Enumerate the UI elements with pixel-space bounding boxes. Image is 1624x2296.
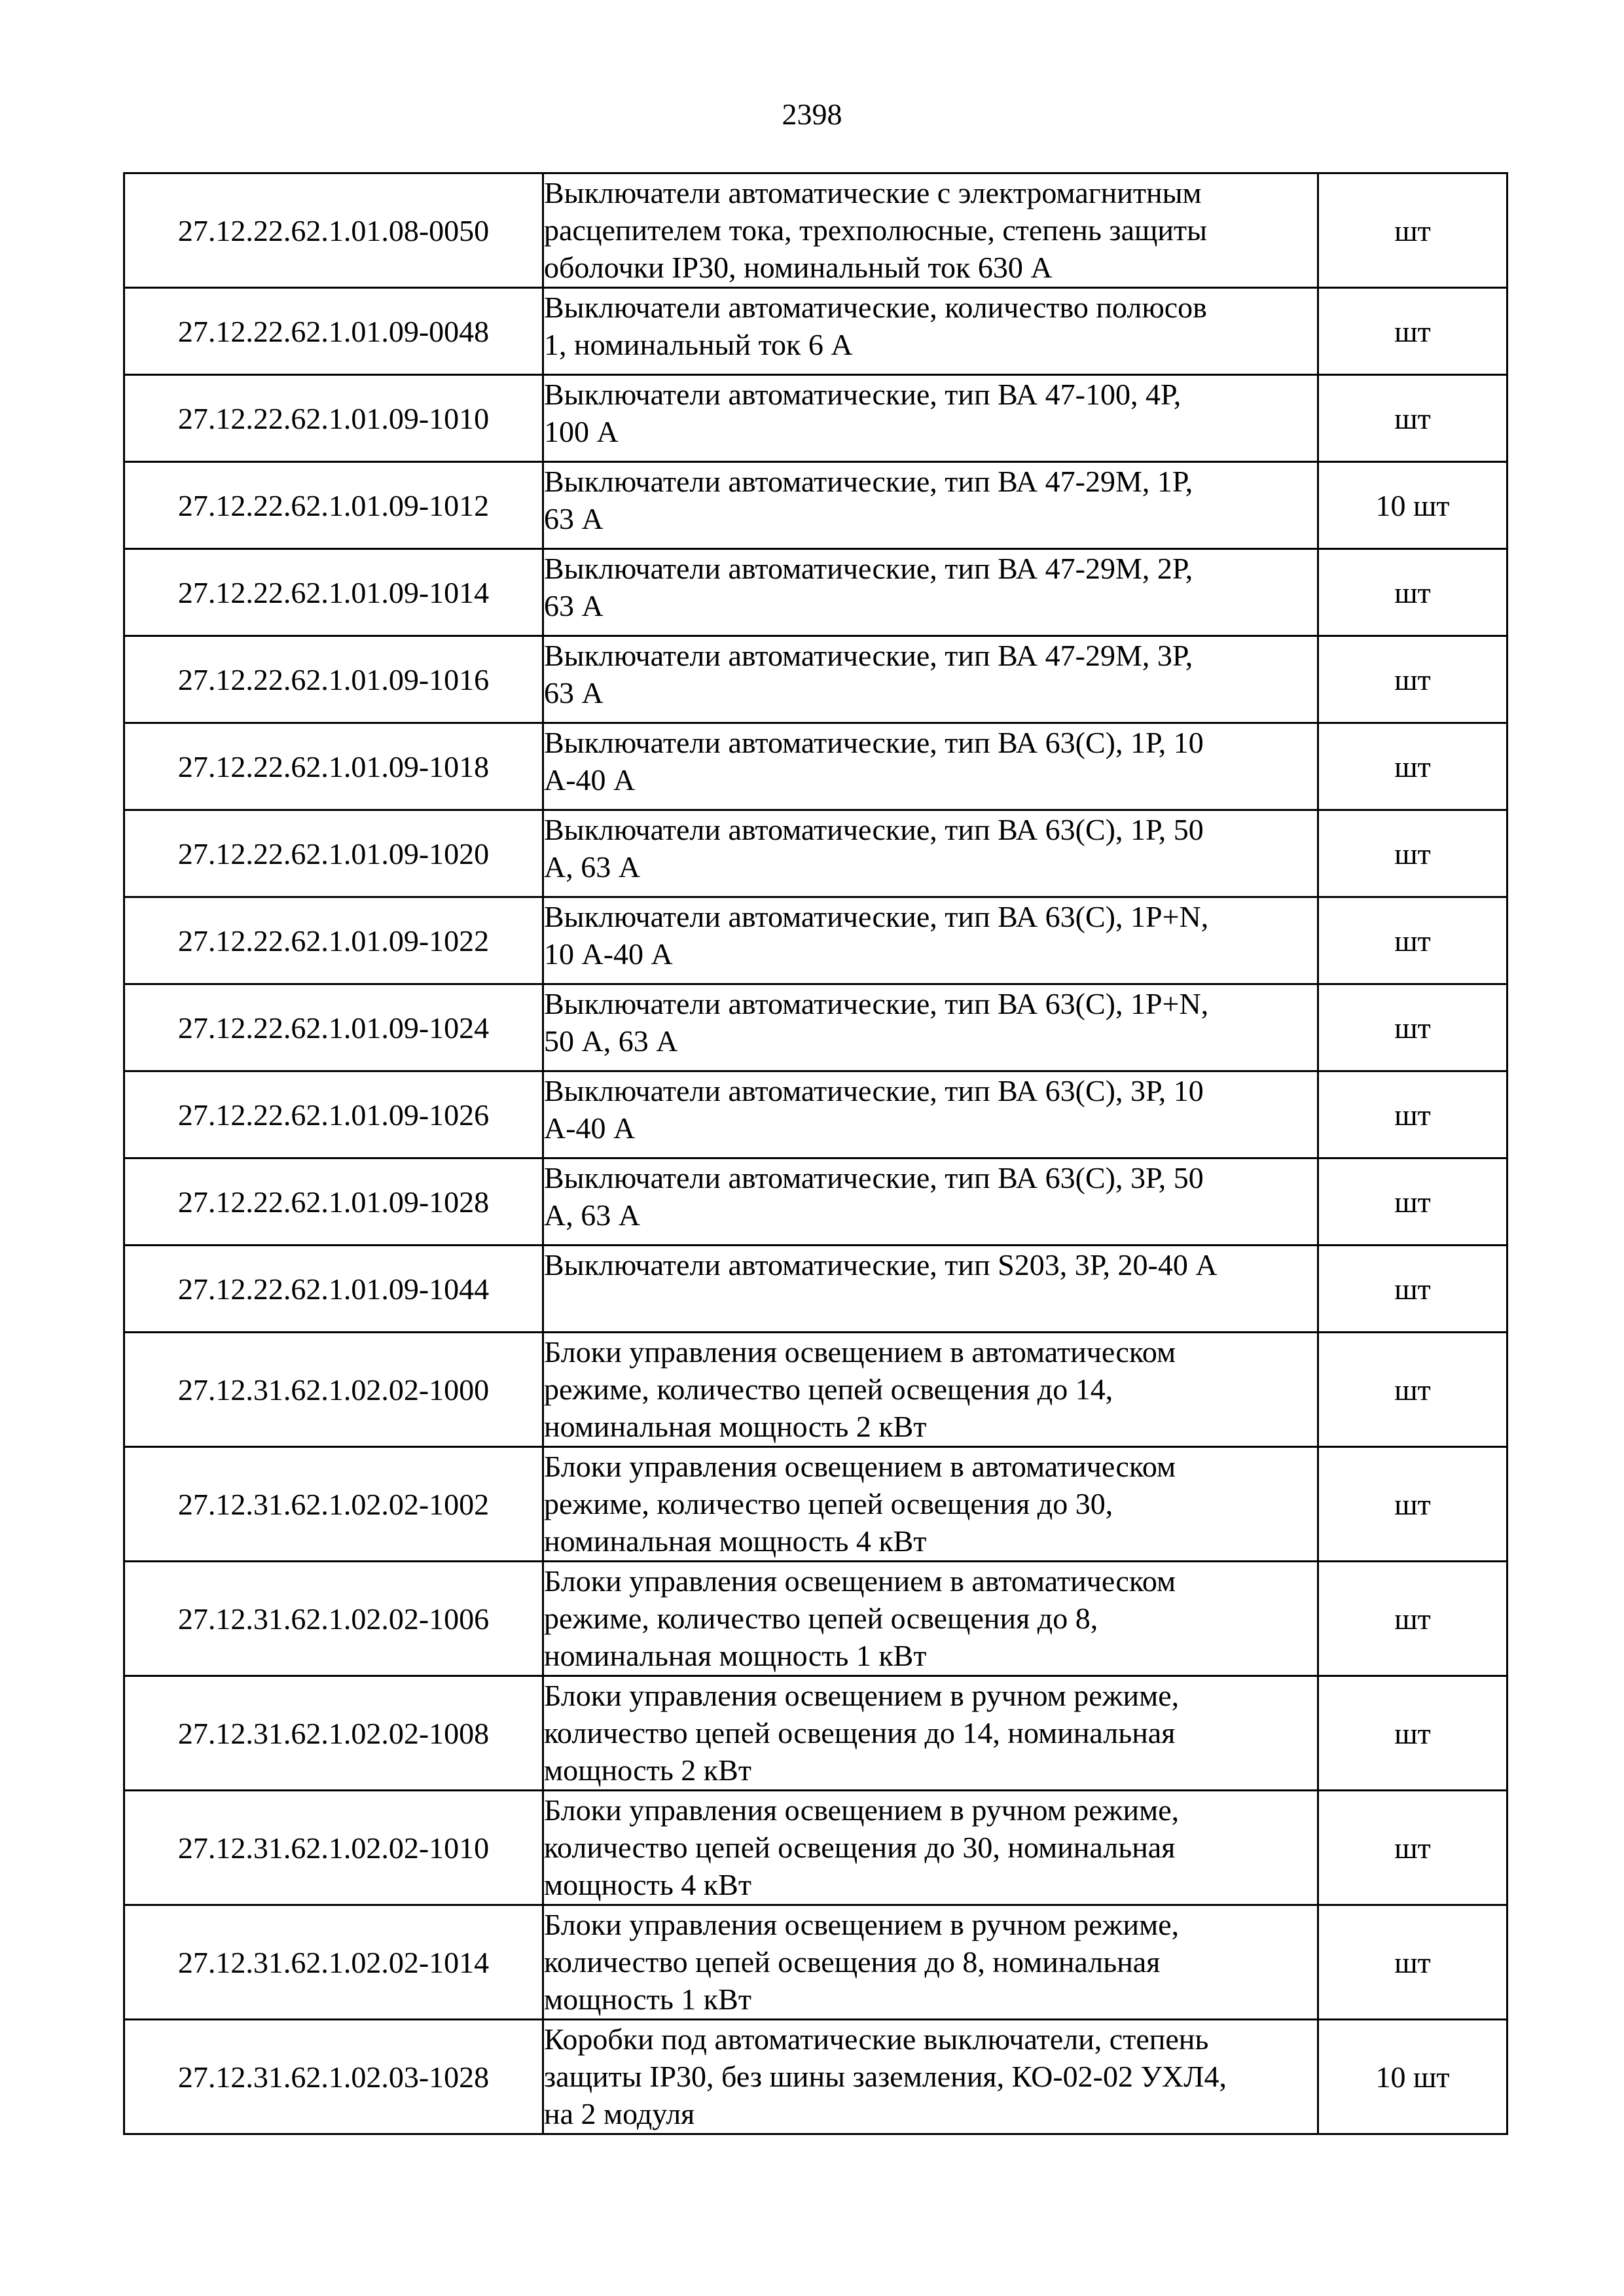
unit-of-measure: шт (1318, 1447, 1507, 1562)
unit-of-measure: шт (1318, 375, 1507, 462)
description-line: номинальная мощность 2 кВт (544, 1410, 927, 1443)
description-line: расцепителем тока, трехполюсные, степень защиты (544, 213, 1208, 247)
table-row (124, 1791, 1507, 1905)
description-line: количество цепей освещения до 30, номинальная (544, 1831, 1176, 1864)
table-row (124, 897, 1507, 984)
resource-code: 27.12.22.62.1.01.09-1022 (124, 897, 543, 984)
description-line: количество цепей освещения до 8, номинальная (544, 1945, 1161, 1979)
description-line: Блоки управления освещением в автоматическом (544, 1335, 1176, 1369)
table-row (124, 984, 1507, 1071)
unit-of-measure: 10 шт (1318, 2020, 1507, 2134)
description-line: 63 А (544, 589, 604, 622)
unit-of-measure: шт (1318, 897, 1507, 984)
resource-code: 27.12.22.62.1.01.09-1028 (124, 1158, 543, 1246)
table-row (124, 1447, 1507, 1562)
table-row (124, 288, 1507, 375)
description-line: Выключатели автоматические, тип ВА 63(С), 1Р+N, (544, 987, 1209, 1020)
resource-code: 27.12.31.62.1.02.02-1006 (124, 1562, 543, 1676)
table-row (124, 375, 1507, 462)
unit-of-measure: шт (1318, 1905, 1507, 2020)
resource-code: 27.12.22.62.1.01.09-1024 (124, 984, 543, 1071)
table-row (124, 1676, 1507, 1791)
table-row (124, 1158, 1507, 1246)
resource-code: 27.12.22.62.1.01.08-0050 (124, 173, 543, 288)
resource-code: 27.12.31.62.1.02.02-1008 (124, 1676, 543, 1791)
resource-description (543, 462, 1318, 549)
table-row (124, 1246, 1507, 1333)
description-line: 63 А (544, 676, 604, 709)
description-line: 63 А (544, 502, 604, 535)
table-row (124, 1562, 1507, 1676)
table-row (124, 462, 1507, 549)
description-line: 50 А, 63 А (544, 1024, 678, 1058)
table-row (124, 810, 1507, 897)
resource-description (543, 1676, 1318, 1791)
unit-of-measure: шт (1318, 288, 1507, 375)
description-line: Выключатели автоматические, тип ВА 47-100, 4Р, (544, 378, 1182, 411)
resource-code: 27.12.22.62.1.01.09-1016 (124, 636, 543, 723)
resource-code: 27.12.22.62.1.01.09-1018 (124, 723, 543, 810)
resource-description (543, 810, 1318, 897)
table-body (124, 173, 1507, 2134)
resource-code: 27.12.22.62.1.01.09-1044 (124, 1246, 543, 1333)
description-line: 100 А (544, 415, 619, 448)
description-line: режиме, количество цепей освещения до 30, (544, 1487, 1113, 1520)
unit-of-measure: шт (1318, 1791, 1507, 1905)
description-line: Выключатели автоматические, тип ВА 47-29М, 2Р, (544, 552, 1193, 585)
description-line: Коробки под автоматические выключатели, степень (544, 2022, 1209, 2056)
description-line: Выключатели автоматические, тип ВА 63(С), 1Р, 50 (544, 813, 1204, 846)
unit-of-measure: шт (1318, 1676, 1507, 1791)
table-row (124, 173, 1507, 288)
resource-code: 27.12.22.62.1.01.09-1012 (124, 462, 543, 549)
description-line: 1, номинальный ток 6 А (544, 328, 853, 361)
description-line: Выключатели автоматические, тип ВА 47-29М, 3Р, (544, 639, 1193, 672)
table-row (124, 1071, 1507, 1158)
description-line: количество цепей освещения до 14, номинальная (544, 1716, 1176, 1749)
description-line: Выключатели автоматические, тип ВА 47-29М, 1Р, (544, 465, 1193, 498)
description-line: Блоки управления освещением в автоматическом (544, 1450, 1176, 1483)
description-line: Выключатели автоматические, тип ВА 63(С), 3Р, 50 (544, 1161, 1204, 1194)
description-line: Блоки управления освещением в ручном режиме, (544, 1793, 1180, 1827)
description-line: А, 63 А (544, 850, 640, 884)
resource-description (543, 1447, 1318, 1562)
resource-description (543, 2020, 1318, 2134)
description-line: Выключатели автоматические, тип ВА 63(С), 1Р, 10 (544, 726, 1204, 759)
unit-of-measure: шт (1318, 1333, 1507, 1447)
unit-of-measure: шт (1318, 1246, 1507, 1333)
description-line: А, 63 А (544, 1198, 640, 1232)
description-line: номинальная мощность 1 кВт (544, 1639, 927, 1672)
unit-of-measure: шт (1318, 1562, 1507, 1676)
unit-of-measure: шт (1318, 723, 1507, 810)
unit-of-measure: шт (1318, 984, 1507, 1071)
resource-description (543, 1246, 1318, 1333)
description-line: на 2 модуля (544, 2097, 695, 2130)
table-row (124, 1333, 1507, 1447)
description-line: Выключатели автоматические, тип ВА 63(С), 1Р+N, (544, 900, 1209, 933)
resource-description (543, 375, 1318, 462)
unit-of-measure: шт (1318, 549, 1507, 636)
resource-description (543, 1562, 1318, 1676)
page-number: 2398 (782, 98, 842, 131)
resource-code: 27.12.22.62.1.01.09-1010 (124, 375, 543, 462)
unit-of-measure: 10 шт (1318, 462, 1507, 549)
resource-description (543, 173, 1318, 288)
resource-description (543, 1905, 1318, 2020)
description-line: режиме, количество цепей освещения до 8, (544, 1602, 1098, 1635)
unit-of-measure: шт (1318, 1158, 1507, 1246)
resource-description (543, 897, 1318, 984)
table-row (124, 1905, 1507, 2020)
resource-description (543, 984, 1318, 1071)
unit-of-measure: шт (1318, 636, 1507, 723)
resource-table (123, 172, 1508, 2135)
description-line: 10 А-40 А (544, 937, 673, 971)
unit-of-measure: шт (1318, 810, 1507, 897)
resource-description (543, 288, 1318, 375)
table-row (124, 636, 1507, 723)
resource-code: 27.12.22.62.1.01.09-1026 (124, 1071, 543, 1158)
description-line: Блоки управления освещением в автоматическом (544, 1564, 1176, 1598)
description-line: номинальная мощность 4 кВт (544, 1524, 927, 1558)
description-line: режиме, количество цепей освещения до 14, (544, 1372, 1113, 1406)
description-line: А-40 А (544, 1111, 636, 1145)
description-line (544, 1283, 1317, 1321)
resource-code: 27.12.31.62.1.02.02-1014 (124, 1905, 543, 2020)
description-line: Выключатели автоматические с электромагнитным (544, 176, 1202, 209)
description-line: Выключатели автоматические, количество полюсов (544, 291, 1207, 324)
description-line: Выключатели автоматические, тип ВА 63(С), 3Р, 10 (544, 1074, 1204, 1107)
resource-description (543, 1071, 1318, 1158)
resource-description (543, 1333, 1318, 1447)
table-row (124, 549, 1507, 636)
resource-description (543, 723, 1318, 810)
resource-code: 27.12.31.62.1.02.02-1002 (124, 1447, 543, 1562)
description-line: Блоки управления освещением в ручном режиме, (544, 1908, 1180, 1941)
resource-code: 27.12.31.62.1.02.02-1000 (124, 1333, 543, 1447)
table-row (124, 723, 1507, 810)
resource-code: 27.12.22.62.1.01.09-1014 (124, 549, 543, 636)
description-line: мощность 4 кВт (544, 1868, 751, 1901)
resource-code: 27.12.31.62.1.02.03-1028 (124, 2020, 543, 2134)
description-line: мощность 1 кВт (544, 1982, 751, 2016)
description-line: Блоки управления освещением в ручном режиме, (544, 1679, 1180, 1712)
unit-of-measure: шт (1318, 1071, 1507, 1158)
description-line: мощность 2 кВт (544, 1753, 751, 1787)
resource-description (543, 549, 1318, 636)
table-row (124, 2020, 1507, 2134)
resource-description (543, 1158, 1318, 1246)
description-line: оболочки IP30, номинальный ток 630 А (544, 251, 1053, 284)
description-line: Выключатели автоматические, тип S203, 3Р, 20-40 А (544, 1248, 1218, 1282)
unit-of-measure: шт (1318, 173, 1507, 288)
description-line: защиты IP30, без шины заземления, КО-02-02 УХЛ4, (544, 2060, 1227, 2093)
resource-code: 27.12.22.62.1.01.09-1020 (124, 810, 543, 897)
resource-code: 27.12.22.62.1.01.09-0048 (124, 288, 543, 375)
description-line: А-40 А (544, 763, 636, 797)
resource-description (543, 1791, 1318, 1905)
resource-description (543, 636, 1318, 723)
resource-code: 27.12.31.62.1.02.02-1010 (124, 1791, 543, 1905)
